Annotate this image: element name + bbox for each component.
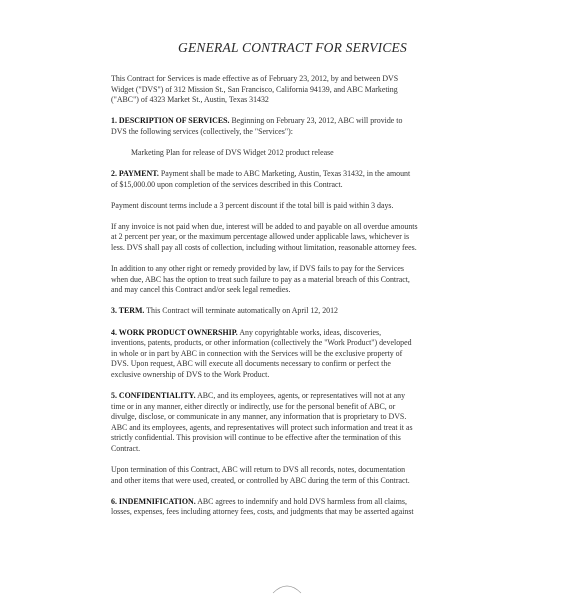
- line-text: when due, ABC has the option to treat such failure to pay as a material breach of this Contract,: [111, 274, 410, 284]
- section-heading: 4. WORK PRODUCT OWNERSHIP.: [111, 327, 238, 337]
- paragraph: [111, 116, 473, 137]
- paragraph: [111, 148, 473, 159]
- text-line: [111, 328, 473, 339]
- text-line: [111, 497, 473, 508]
- paragraph: [111, 222, 473, 254]
- line-text: less. DVS shall pay all costs of collection, including without limitation, reasonable attorney fees.: [111, 243, 417, 253]
- text-line: [111, 95, 473, 106]
- watermark-logo: [270, 582, 304, 594]
- paragraph: [111, 169, 473, 190]
- text-line: [111, 359, 473, 370]
- line-text: and other items that were used, created, or controlled by ABC during the term of this Contract.: [111, 475, 410, 485]
- paragraph: [111, 391, 473, 455]
- text-line: [111, 476, 473, 487]
- line-text: ABC and its employees, agents, and representatives will protect such information and treat it as: [111, 422, 413, 432]
- line-text: Payment shall be made to ABC Marketing, Austin, Texas 31432, in the amount: [158, 169, 411, 179]
- text-line: [111, 232, 473, 243]
- line-text: DVS the following services (collectively, the "Services"):: [111, 126, 293, 136]
- text-line: [111, 264, 473, 275]
- text-line: [111, 444, 473, 455]
- line-text: If any invoice is not paid when due, interest will be added to and payable on all overdue amounts: [111, 221, 418, 231]
- text-line: [111, 85, 473, 96]
- line-text: Upon termination of this Contract, ABC will return to DVS all records, notes, documentation: [111, 465, 406, 475]
- paragraph: [111, 328, 473, 381]
- text-line: [111, 507, 473, 518]
- line-text: strictly confidential. This provision will continue to be effective after the termination of this: [111, 433, 401, 443]
- text-line: [111, 201, 473, 212]
- text-line: [111, 433, 473, 444]
- paragraph: [111, 74, 473, 106]
- line-text: ABC agrees to indemnify and hold DVS harmless from all claims,: [195, 496, 407, 506]
- line-text: Any copyrightable works, ideas, discoveries,: [237, 327, 382, 337]
- line-text: of $15,000.00 upon completion of the services described in this Contract.: [111, 179, 343, 189]
- paragraph: [111, 264, 473, 296]
- line-text: ABC, and its employees, agents, or representatives will not at any: [195, 390, 406, 400]
- text-line: [111, 423, 473, 434]
- line-text: Widget ("DVS") of 312 Mission St., San Francisco, California 94139, and ABC Marketing: [111, 84, 398, 94]
- section-heading: 2. PAYMENT.: [111, 169, 159, 179]
- line-text: Marketing Plan for release of DVS Widget 2012 product release: [131, 147, 334, 157]
- line-text: In addition to any other right or remedy provided by law, if DVS fails to pay for the Services: [111, 264, 404, 274]
- line-text: This Contract for Services is made effective as of February 23, 2012, by and between DVS: [111, 74, 399, 83]
- paragraph: [111, 465, 473, 486]
- line-text: losses, expenses, fees including attorney fees, costs, and judgments that may be asserted against: [111, 507, 414, 517]
- line-text: and may cancel this Contract and/or seek legal remedies.: [111, 285, 291, 295]
- text-line: [111, 412, 473, 423]
- line-text: ("ABC") of 4323 Market St., Austin, Texas 31432: [111, 95, 269, 105]
- text-line: [111, 127, 473, 138]
- line-text: time or in any manner, either directly or indirectly, use for the personal benefit of ABC, or: [111, 401, 396, 411]
- text-line: [111, 391, 473, 402]
- text-line: [111, 169, 473, 180]
- text-line: [111, 74, 473, 85]
- line-text: DVS. Upon request, ABC will execute all documents necessary to confirm or perfect the: [111, 359, 391, 369]
- section-heading: 3. TERM.: [111, 306, 145, 316]
- line-text: This Contract will terminate automatically on April 12, 2012: [144, 306, 338, 316]
- line-text: Payment discount terms include a 3 percent discount if the total bill is paid within 3 days.: [111, 200, 394, 210]
- text-line: [111, 465, 473, 476]
- text-line: [111, 243, 473, 254]
- paragraph: [111, 497, 473, 518]
- line-text: Beginning on February 23, 2012, ABC will provide to: [229, 116, 403, 126]
- line-text: at 2 percent per year, or the maximum percentage allowed under applicable laws, whichever is: [111, 232, 410, 242]
- text-line: [111, 116, 473, 127]
- text-line: [111, 306, 473, 317]
- document-body: [111, 74, 473, 528]
- paragraph: [111, 306, 473, 317]
- document-title: GENERAL CONTRACT FOR SERVICES: [178, 40, 407, 55]
- section-heading: 6. INDEMNIFICATION.: [111, 496, 196, 506]
- text-line: [131, 148, 473, 159]
- section-heading: 5. CONFIDENTIALITY.: [111, 390, 196, 400]
- text-line: [111, 180, 473, 191]
- line-text: exclusive ownership of DVS to the Work Product.: [111, 369, 270, 379]
- paragraph: [111, 201, 473, 212]
- text-line: [111, 370, 473, 381]
- text-line: [111, 222, 473, 233]
- line-text: Contract.: [111, 443, 141, 453]
- text-line: [111, 338, 473, 349]
- line-text: divulge, disclose, or communicate in any manner, any information that is proprietary to DVS.: [111, 412, 407, 422]
- line-text: inventions, patents, products, or other information (collectively the "Work Product") developed: [111, 338, 412, 348]
- text-line: [111, 285, 473, 296]
- text-line: [111, 275, 473, 286]
- line-text: in whole or in part by ABC in connection with the Services will be the exclusive property of: [111, 348, 403, 358]
- text-line: [111, 349, 473, 360]
- text-line: [111, 402, 473, 413]
- section-heading: 1. DESCRIPTION OF SERVICES.: [111, 116, 230, 126]
